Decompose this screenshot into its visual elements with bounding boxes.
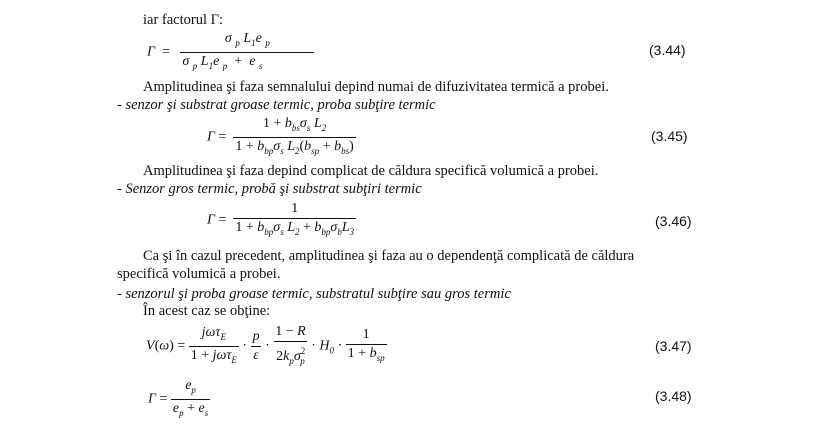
case-heading-2: - Senzor gros termic, probă şi substrat subţiri termic [117, 181, 422, 197]
equation-number-3-46: (3.46) [655, 213, 692, 229]
amp-phase-line-1: Amplitudinea şi faza semnalului depind numai de difuzivitatea termică a probei. [143, 79, 609, 95]
equation-3-47: V(ω) = $\frac{j\omega\tau_E}{1 + j\omega\tau_E}$ · $\frac{p}{\varepsilon}$ · $\frac{1 - R}{2k_p\sigma^2_p}$ · $H_0$ · $\frac{1}{1 + b_{sp}}$ [146, 324, 387, 369]
equation-3-44: Γ = $\frac{\sigma _p L_1e _p}{\sigma _p L_1e _p + e _s}$ [147, 31, 314, 74]
factor-intro-text: iar factorul Γ: [143, 12, 224, 28]
previous-case-line-b: specifică volumică a probei. [117, 266, 281, 282]
case-heading-1: - senzor şi substrat groase termic, proba subţire termic [117, 97, 436, 113]
equation-number-3-48: (3.48) [655, 388, 692, 404]
equation-number-3-47: (3.47) [655, 338, 692, 354]
equation-3-45: Γ = $\frac{1 + b_{bs}\sigma_s L_2}{1 + b_{bp}\sigma_s L_2(b_{sp} + b_{bs})}$ [207, 116, 356, 159]
amp-phase-line-2: Amplitudinea şi faza depind complicat de căldura specifică volumică a probei. [143, 163, 599, 179]
equation-number-3-45: (3.45) [651, 128, 688, 144]
equation-3-46: Γ = $\frac{1}{1 + b_{bp}\sigma_s L_2 + b_{bp}\sigma_bL_3}$ [207, 201, 356, 240]
previous-case-line-a: Ca şi în cazul precedent, amplitudinea şi faza au o dependenţă complicată de căldura [143, 248, 635, 264]
case-heading-3: - senzorul şi proba groase termic, substratul subţire sau gros termic [117, 286, 511, 302]
equation-number-3-44: (3.44) [649, 42, 686, 58]
obtain-line: În acest caz se obţine: [143, 303, 271, 319]
equation-3-48: Γ = $\frac{e_p}{e_p + e_s}$ [148, 378, 210, 421]
